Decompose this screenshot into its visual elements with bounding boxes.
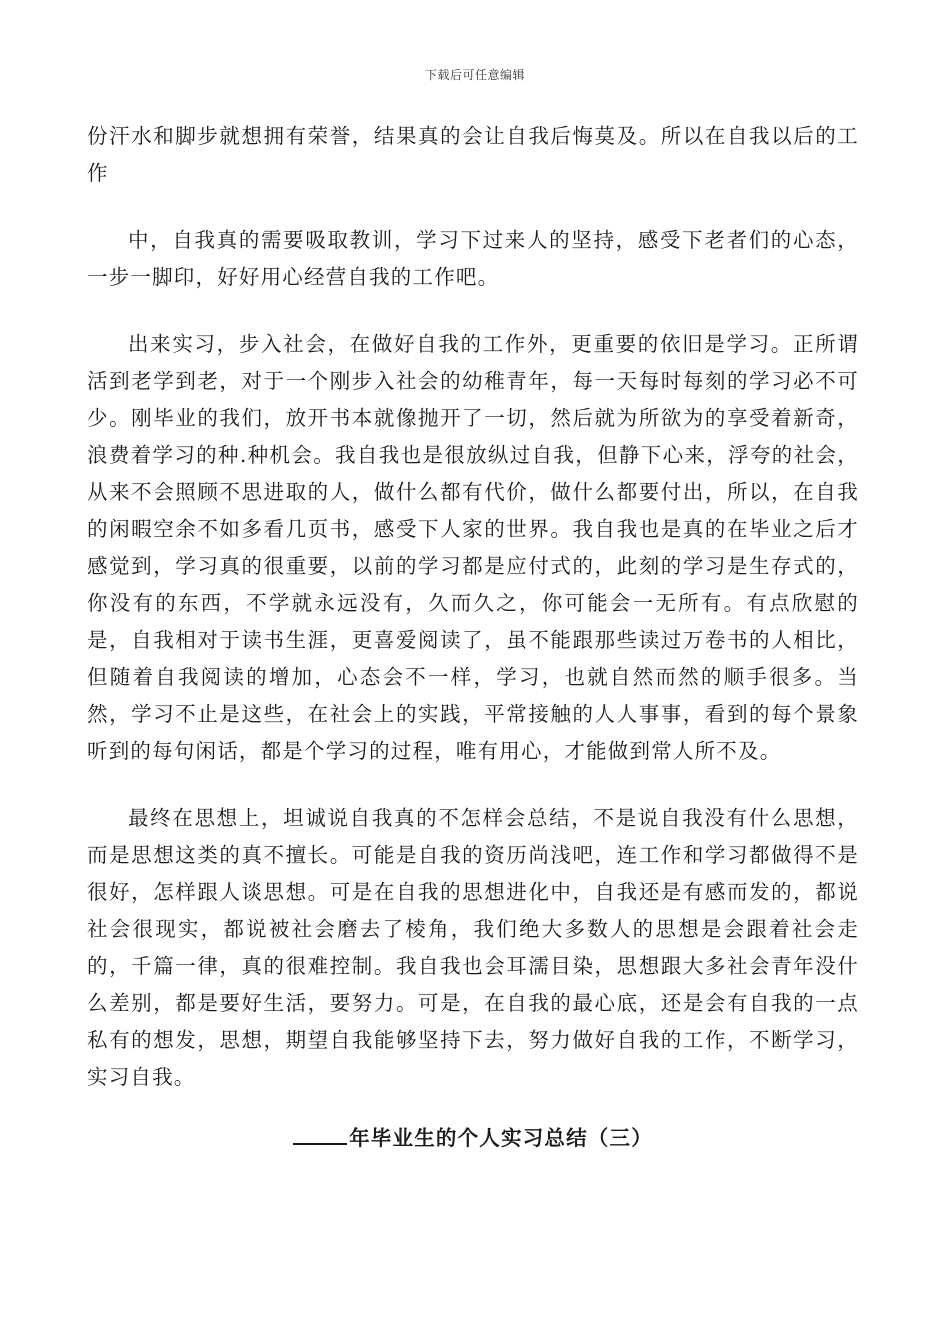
document-body <box>87 118 859 1156</box>
paragraph-lessons: 中，自我真的需要吸取教训，学习下过来人的坚持，感受下老者们的心态，一步一脚印，好好用心经营自我的工作吧。 <box>87 228 859 289</box>
page-header: 下载后可任意编辑 <box>424 68 525 82</box>
paragraph-learning: 出来实习，步入社会，在做好自我的工作外，更重要的依旧是学习。正所谓活到老学到老，对于一个刚步入社会的幼稚青年，每一天每时每刻的学习必不可少。刚毕业的我们，放开书本就像抛开了一切，然后就为所欲为的享受着新奇，浪费着学习的种.种机会。我自我也是很放纵过自我，但静下心来，浮夸的社会，从来不会照顾不思进取的人，做什么都有代价，做什么都要付出，所以，在自我的闲暇空余不如多看几页书，感受下人家的世界。我自我也是真的在毕业之后才感觉到，学习真的很重要，以前的学习都是应付式的，此刻的学习是生存式的，你没有的东西，不学就永远没有，久而久之，你可能会一无所有。有点欣慰的是，自我相对于读书生涯，更喜爱阅读了，虽不能跟那些读过万卷书的人相比，但随着自我阅读的增加，心态会不一样，学习，也就自然而然的顺手很多。当然，学习不止是这些，在社会上的实践，平常接触的人人事事，看到的每个景象听到的每句闲话，都是个学习的过程，唯有用心，才能做到常人所不及。 <box>87 332 859 763</box>
section-title-text: 年毕业生的个人实习总结（三） <box>349 1126 653 1150</box>
year-blank <box>293 1125 347 1145</box>
paragraph-continuation: 份汗水和脚步就想拥有荣誉，结果真的会让自我后悔莫及。所以在自我以后的工作 <box>87 124 859 185</box>
paragraph-thoughts: 最终在思想上，坦诚说自我真的不怎样会总结，不是说自我没有什么思想，而是思想这类的真不擅长。可能是自我的资历尚浅吧，连工作和学习都做得不是很好，怎样跟人谈思想。可是在自我的思想进化中，自我还是有感而发的，都说社会很现实，都说被社会磨去了棱角，我们绝大多数人的思想是会跟着社会走的，千篇一律，真的很难控制。我自我也会耳濡目染，思想跟大多社会青年没什么差别，都是要好生活，要努力。可是，在自我的最心底，还是会有自我的一点私有的想发，思想，期望自我能够坚持下去，努力做好自我的工作，不断学习，实习自我。 <box>87 806 859 1089</box>
section-title <box>87 1120 859 1156</box>
